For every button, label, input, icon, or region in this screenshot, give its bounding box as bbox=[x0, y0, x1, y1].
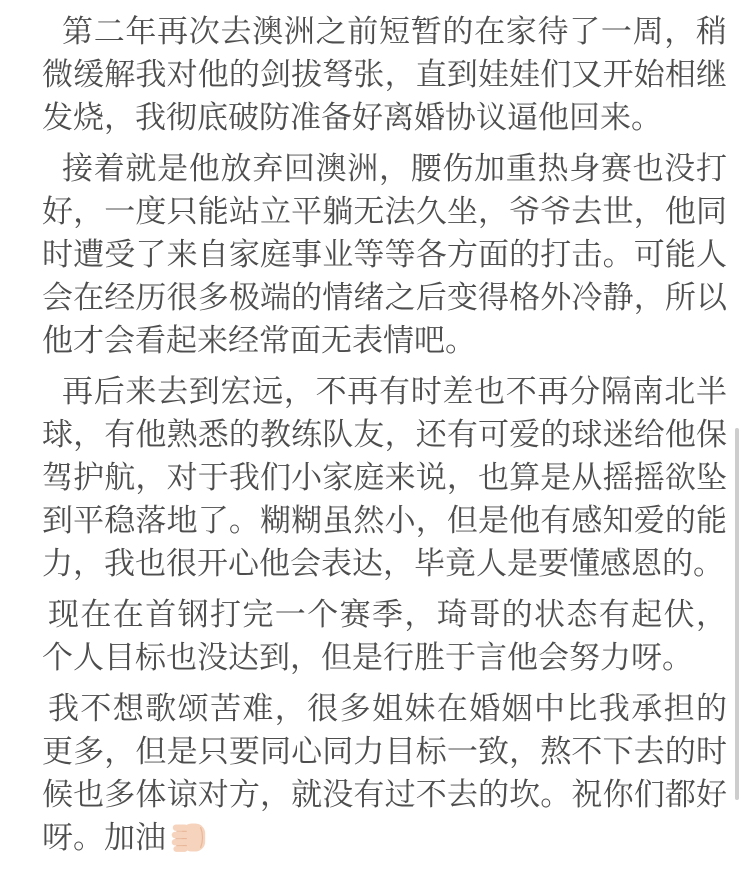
fist-emoji bbox=[171, 822, 207, 853]
paragraph-5 bbox=[42, 687, 727, 859]
paragraph-1: 第二年再次去澳洲之前短暂的在家待了一周，稍微缓解我对他的剑拔弩张，直到娃娃们又开始相继发烧，我彻底破防准备好离婚协议逼他回来。 bbox=[42, 14, 727, 135]
scrollbar-thumb[interactable] bbox=[735, 428, 739, 800]
paragraph-3: 再后来去到宏远，不再有时差也不再分隔南北半球，有他熟悉的教练队友，还有可爱的球迷给他保驾护航，对于我们小家庭来说，也算是从摇摇欲坠到平稳落地了。糊糊虽然小，但是他有感知爱的能力，我也很开心他会表达，毕竟人是要懂感恩的。 bbox=[42, 374, 727, 581]
paragraph-4: 现在在首钢打完一个赛季，琦哥的状态有起伏，个人目标也没达到，但是行胜于言他会努力呀。 bbox=[42, 597, 727, 675]
paragraph-2: 接着就是他放弃回澳洲，腰伤加重热身赛也没打好，一度只能站立平躺无法久坐，爷爷去世，他同时遭受了来自家庭事业等等各方面的打击。可能人会在经历很多极端的情绪之后变得格外冷静，所以他才会看起来经常面无表情吧。 bbox=[42, 151, 727, 358]
paragraph-5-text: 我不想歌颂苦难，很多姐妹在婚姻中比我承担的更多，但是只要同心同力目标一致，熬不下去的时候也多体谅对方，就没有过不去的坎。祝你们都好呀。加油 bbox=[42, 691, 727, 855]
